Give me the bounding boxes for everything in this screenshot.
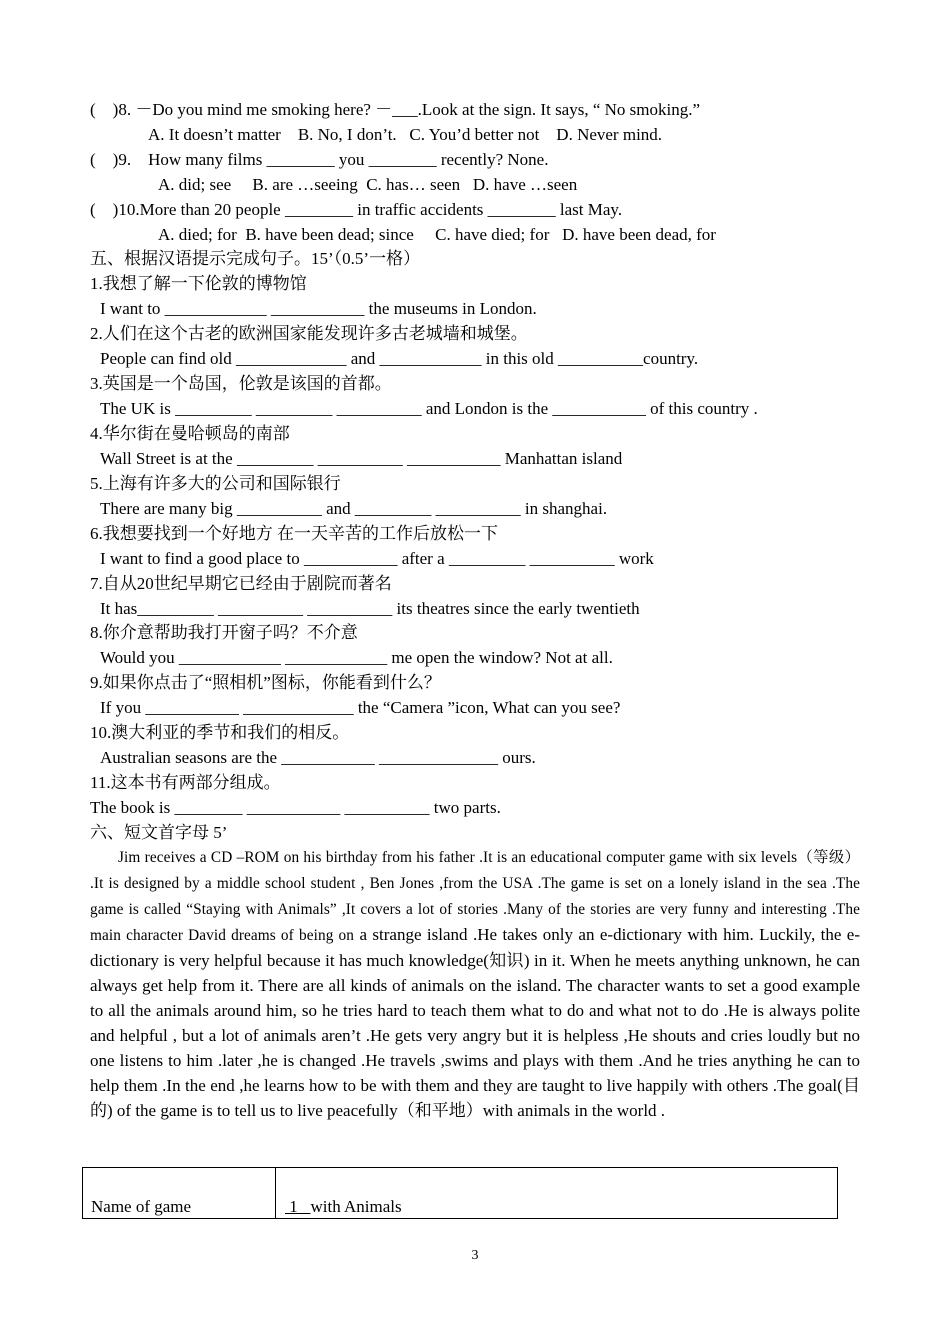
- item-7-chinese: 7.自从20世纪早期它已经由于剧院而著名: [90, 574, 392, 593]
- item-10-chinese: 10.澳大利亚的季节和我们的相反。: [90, 723, 350, 742]
- item-8-english: Would you ____________ ____________ me open the window? Not at all.: [100, 648, 613, 667]
- item-10-english: Australian seasons are the ___________ ______________ ours.: [100, 748, 536, 767]
- page-number: 3: [471, 1248, 479, 1263]
- table-column-divider: [275, 1168, 276, 1218]
- table-value-cell: [285, 1194, 402, 1219]
- question-8-options: A. It doesn’t matter B. No, I don’t. C. You’d better not D. Never mind.: [148, 125, 663, 144]
- section-5-heading: 五、根据汉语提示完成句子。15’（0.5’一格）: [90, 249, 421, 268]
- item-8-chinese: 8.你介意帮助我打开窗子吗？不介意: [90, 623, 358, 642]
- question-9-options: A. did; see B. are …seeing C. has… seen D. have …seen: [158, 175, 578, 194]
- answer-blank-1: 1: [285, 1197, 311, 1216]
- item-3-english: The UK is _________ _________ __________ and London is the ___________ of this country .: [100, 399, 758, 418]
- item-2-chinese: 2.人们在这个古老的欧洲国家能发现许多古老城墙和城堡。: [90, 324, 528, 343]
- item-3-chinese: 3.英国是一个岛国，伦敦是该国的首都。: [90, 374, 392, 393]
- item-4-chinese: 4.华尔街在曼哈顿岛的南部: [90, 424, 290, 443]
- item-7-english: It has_________ __________ __________ its theatres since the early twentieth: [100, 599, 640, 618]
- item-6-chinese: 6.我想要找到一个好地方 在一天辛苦的工作后放松一下: [90, 524, 498, 543]
- question-10: ( )10.More than 20 people ________ in traffic accidents ________ last May.: [90, 200, 623, 219]
- item-11-chinese: 11.这本书有两部分组成。: [90, 773, 281, 792]
- question-9: ( )9. How many films ________ you ________ recently? None.: [90, 150, 549, 169]
- item-2-english: People can find old _____________ and ____________ in this old __________country.: [100, 349, 699, 368]
- item-11-english: The book is ________ ___________ __________ two parts.: [90, 798, 501, 817]
- item-4-english: Wall Street is at the _________ __________ ___________ Manhattan island: [100, 449, 623, 468]
- question-10-options: A. died; for B. have been dead; since C. have died; for D. have been dead, for: [158, 225, 716, 244]
- item-5-chinese: 5.上海有许多大的公司和国际银行: [90, 474, 341, 493]
- reading-passage: [90, 844, 860, 1123]
- passage-part-2: a strange island .He takes only an e-dictionary with him. Luckily, the e-dictionary is very helpful because it has much knowledge(知识) in it. When he meets anything unknown, he can always get help from it. There are all kinds of animals on the island. The character wants to set a good example to all the animals around him, so he tries hard to teach them what to do and what not to do .He is always polite and helpful , but a lot of animals aren’t .He gets very angry but it is helpless ,He shouts and cries loudly but no one listens to him .later ,he is changed .He travels ,swims and plays with them .And he tries anything he can to help them .In the end ,he learns how to be with them and they are taught to live happily with others .The goal(目的) of the game is to tell us to live peacefully（和平地）with animals in the world .: [90, 925, 861, 1120]
- item-1-english: I want to ____________ ___________ the museums in London.: [100, 299, 537, 318]
- item-1-chinese: 1.我想了解一下伦敦的博物馆: [90, 274, 307, 293]
- table-value-text: with Animals: [310, 1197, 402, 1216]
- table-label-cell: Name of game: [91, 1197, 192, 1216]
- passage-part-1: Jim receives a CD –ROM on his birthday from his father .It is an educational computer game with six levels（等级） .It is designed by a middle school student , Ben Jones ,from the USA .The game is set on a lonely island in the sea .The game is called “Staying with Animals” ,It covers a lot of stories .Many of the stories are very funny and interesting .The main character David dreams of being on: [90, 849, 860, 944]
- item-5-english: There are many big __________ and _________ __________ in shanghai.: [100, 499, 608, 518]
- item-6-english: I want to find a good place to ___________ after a _________ __________ work: [100, 549, 654, 568]
- section-6-heading: 六、短文首字母 5’: [90, 823, 228, 842]
- item-9-chinese: 9.如果你点击了“照相机”图标，你能看到什么？: [90, 673, 441, 692]
- question-8: ( )8. －Do you mind me smoking here? －___.Look at the sign. It says, “ No smoking.”: [90, 100, 701, 119]
- item-9-english: If you ___________ _____________ the “Camera ”icon, What can you see?: [100, 698, 621, 717]
- answer-table: [82, 1167, 838, 1219]
